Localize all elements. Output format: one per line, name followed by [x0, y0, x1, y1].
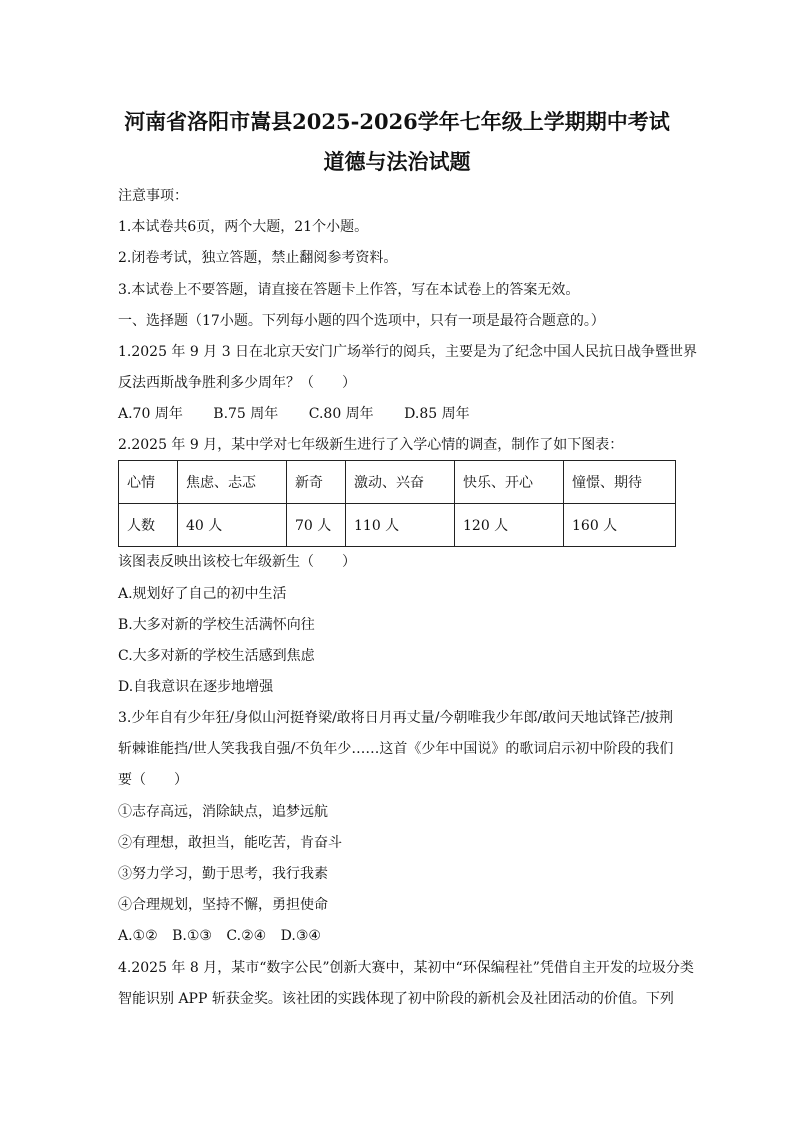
table-cell: 激动、兴奋 [346, 461, 455, 504]
table-cell: 新奇 [287, 461, 346, 504]
q3-option-d: D.③④ [280, 928, 321, 944]
q1-option-c: C.80 周年 [308, 406, 374, 422]
q3-option-a: A.①② [118, 928, 158, 944]
q3-stem-line2: 斩棘谁能挡/世人笑我我自强/不负年少……这首《少年中国说》的歌词启示初中阶段的我们 [118, 741, 674, 757]
q1-stem-line1: 1.2025 年 9 月 3 日在北京天安门广场举行的阅兵，主要是为了纪念中国人民抗日战争暨世界 [118, 344, 698, 360]
notice-item-2: 2.闭卷考试，独立答题，禁止翻阅参考资料。 [118, 250, 398, 266]
section-heading: 一、选择题（17小题。下列每小题的四个选项中，只有一项是最符合题意的。） [118, 313, 605, 329]
q2-option-b: B.大多对新的学校生活满怀向往 [118, 617, 315, 633]
q1-option-d: D.85 周年 [404, 406, 470, 422]
table-cell: 人数 [119, 504, 178, 547]
q3-statement-3: ③努力学习，勤于思考，我行我素 [118, 866, 328, 882]
table-cell: 心情 [119, 461, 178, 504]
q3-option-c: C.②④ [226, 928, 267, 944]
q1-option-b: B.75 周年 [213, 406, 279, 422]
notice-item-3: 3.本试卷上不要答题，请直接在答题卡上作答，写在本试卷上的答案无效。 [118, 282, 580, 298]
table-cell: 120 人 [455, 504, 564, 547]
table-cell: 快乐、开心 [455, 461, 564, 504]
q3-option-b: B.①③ [172, 928, 212, 944]
q2-question: 该图表反映出该校七年级新生（ ） [118, 554, 356, 570]
q3-options [118, 926, 331, 946]
q3-stem-line1: 3.少年自有少年狂/身似山河挺脊梁/敢将日月再丈量/今朝唯我少年郎/敢问天地试锋芒/披荆 [118, 710, 673, 726]
q3-stem-line3: 要（ ） [118, 772, 188, 788]
q4-stem-line1: 4.2025 年 8 月，某市“数字公民”创新大赛中，某初中“环保编程社”凭借自主开发的垃圾分类 [118, 960, 694, 976]
table-row [119, 504, 676, 547]
q2-option-a: A.规划好了自己的初中生活 [118, 586, 287, 602]
q2-stem: 2.2025 年 9 月，某中学对七年级新生进行了入学心情的调查，制作了如下图表： [118, 437, 624, 453]
table-cell: 憧憬、期待 [564, 461, 676, 504]
table-cell: 焦虑、忐忑 [178, 461, 287, 504]
q1-option-a: A.70 周年 [118, 406, 183, 422]
q3-statement-4: ④合理规划，坚持不懈，勇担使命 [118, 897, 328, 913]
q1-stem-line2: 反法西斯战争胜利多少周年？（ ） [118, 375, 356, 391]
notice-item-1: 1.本试卷共6页，两个大题，21个小题。 [118, 219, 369, 235]
exam-subtitle: 道德与法治试题 [323, 149, 471, 174]
table-cell: 40 人 [178, 504, 287, 547]
table-cell: 70 人 [287, 504, 346, 547]
q4-stem-line2: 智能识别 APP 斩获金奖。该社团的实践体现了初中阶段的新机会及社团活动的价值。下列 [118, 991, 674, 1007]
exam-title: 河南省洛阳市嵩县2025-2026学年七年级上学期期中考试 [124, 109, 670, 134]
q1-options [118, 404, 496, 424]
notice-heading: 注意事项： [118, 188, 188, 204]
table-cell: 110 人 [346, 504, 455, 547]
mood-survey-table [118, 460, 676, 547]
table-header-row [119, 461, 676, 504]
q3-statement-2: ②有理想，敢担当，能吃苦，肯奋斗 [118, 835, 342, 851]
q2-option-c: C.大多对新的学校生活感到焦虑 [118, 648, 315, 664]
table-cell: 160 人 [564, 504, 676, 547]
q2-option-d: D.自我意识在逐步地增强 [118, 679, 274, 695]
q3-statement-1: ①志存高远，消除缺点，追梦远航 [118, 804, 328, 820]
